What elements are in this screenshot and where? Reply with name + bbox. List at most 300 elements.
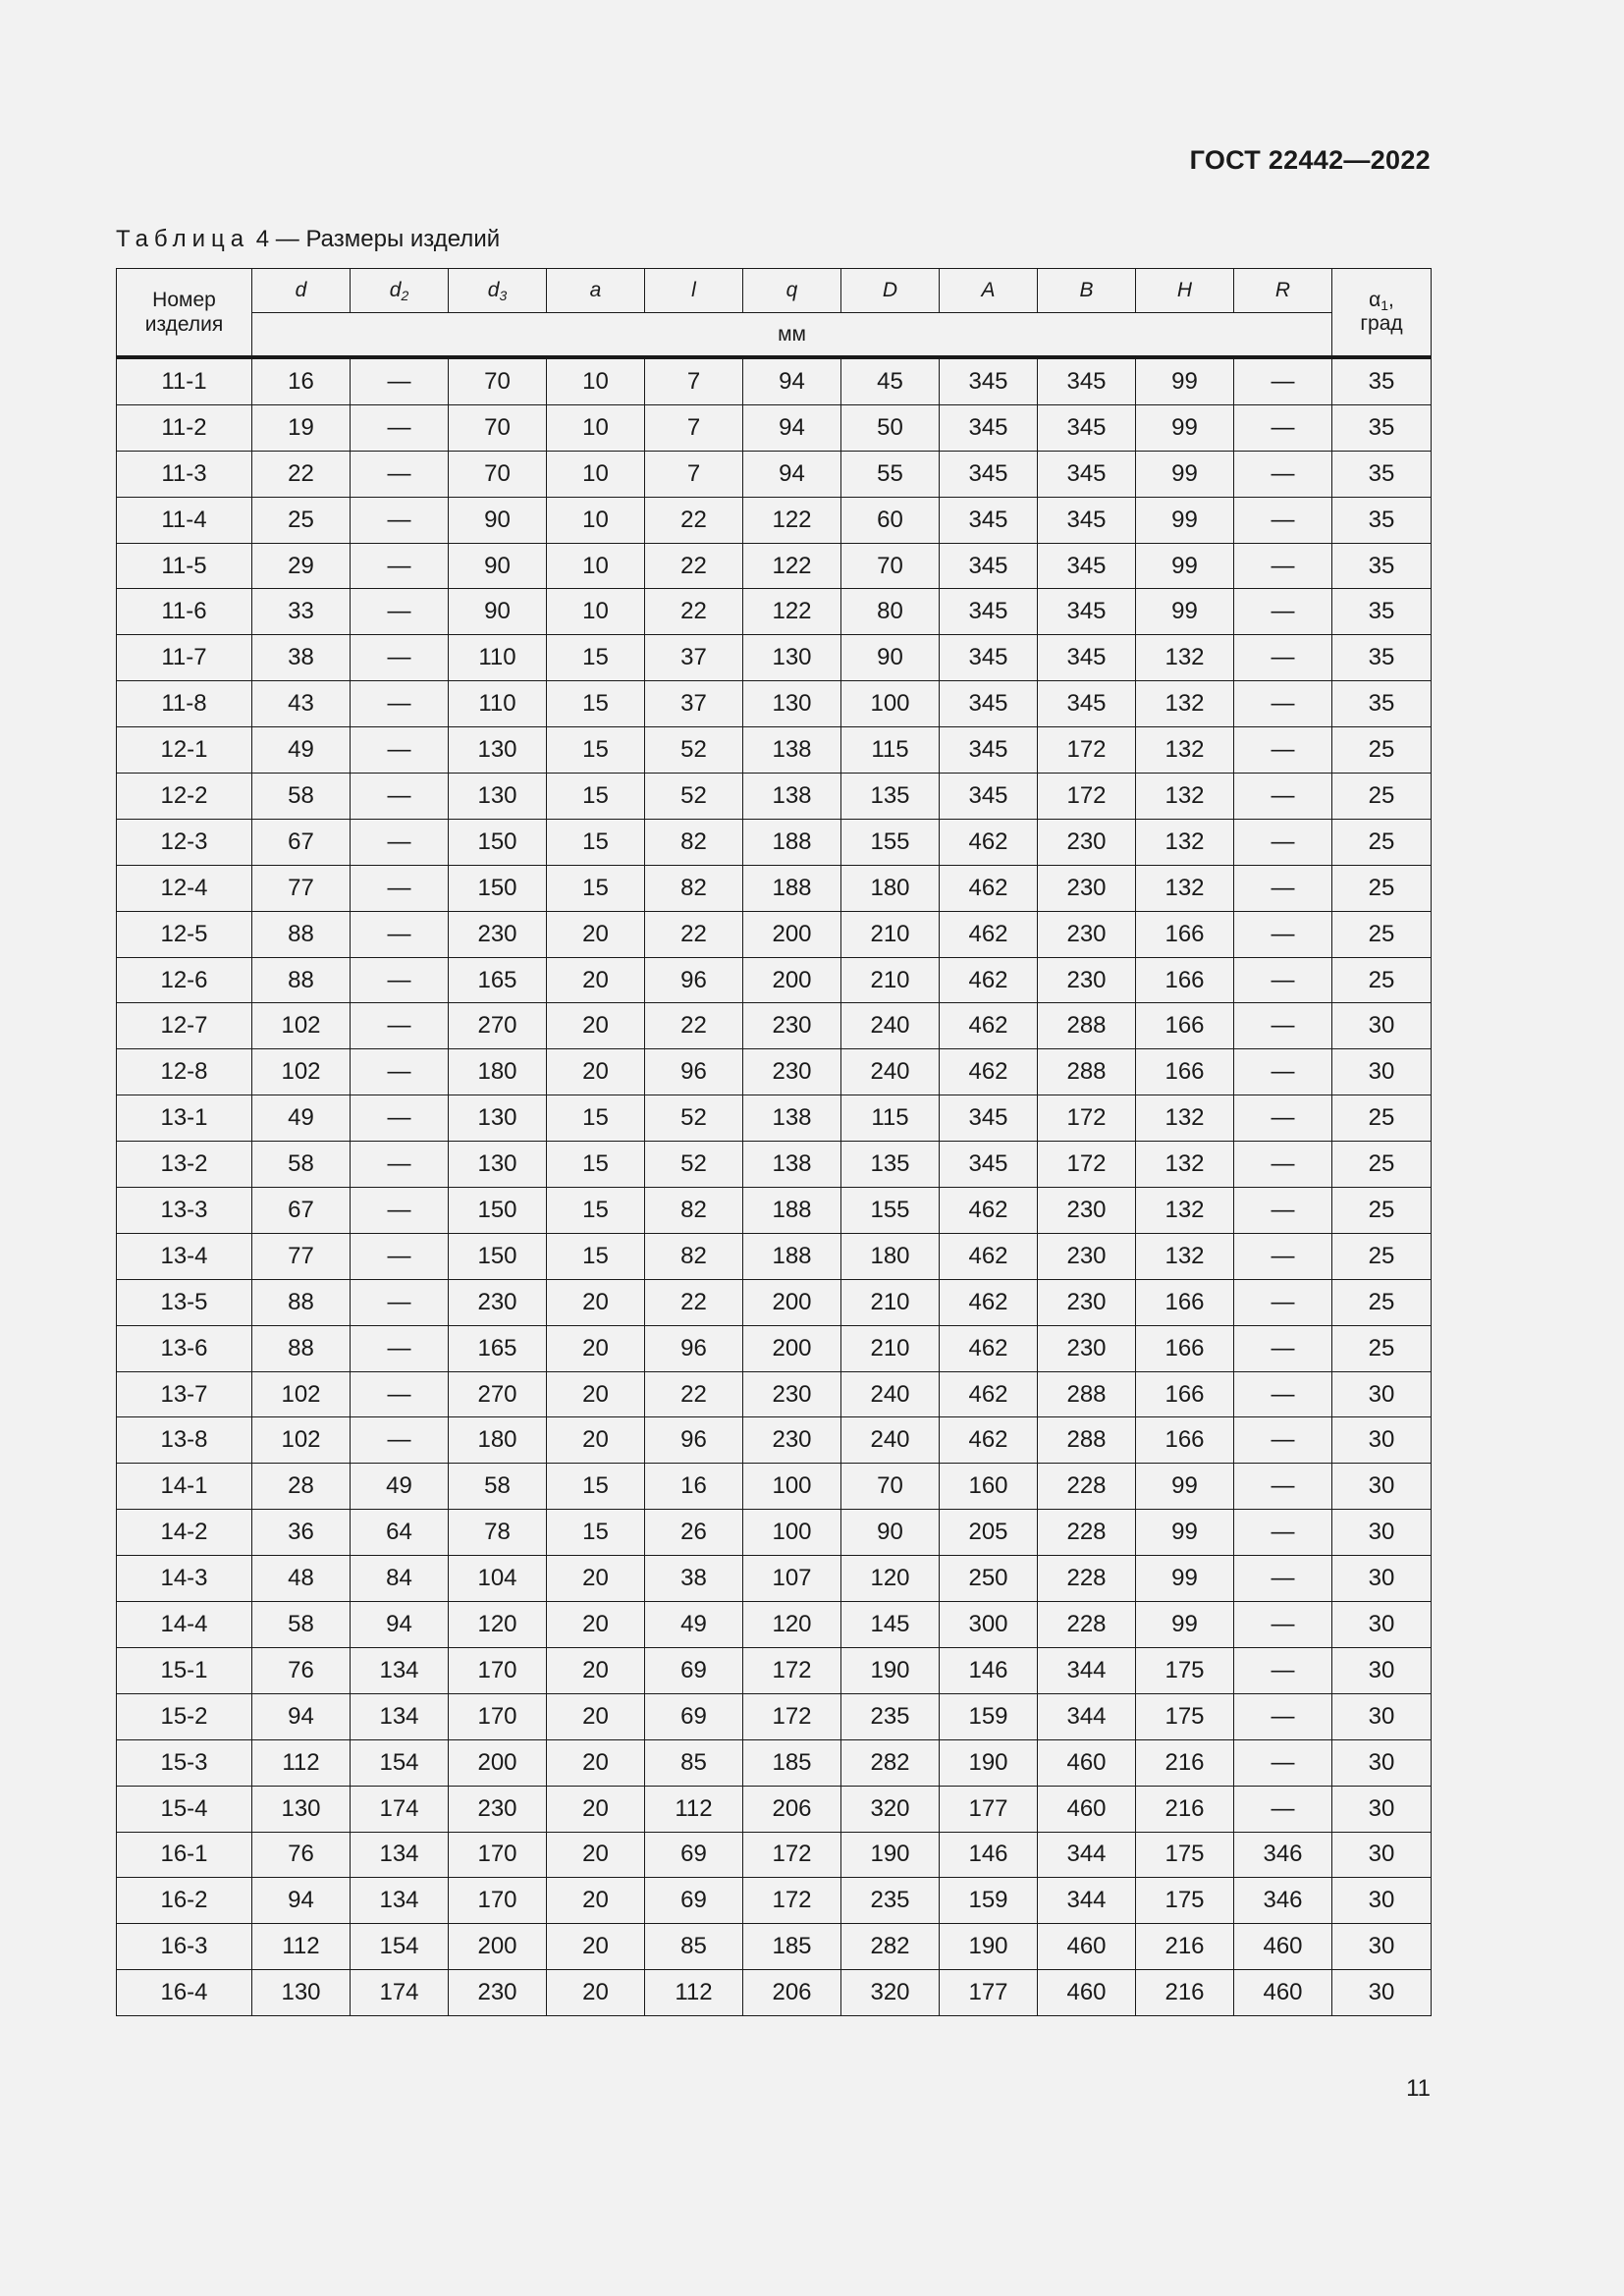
table-cell: 30 [1332, 1739, 1432, 1786]
table-cell: 320 [841, 1970, 940, 2016]
table-cell: 88 [252, 1325, 351, 1371]
dimensions-table [116, 268, 1432, 2016]
table-cell: 70 [841, 543, 940, 589]
table-cell: 99 [1136, 1602, 1234, 1648]
table-row [117, 543, 1432, 589]
table-row [117, 1417, 1432, 1464]
table-cell: 130 [449, 774, 547, 820]
table-cell: 210 [841, 1325, 940, 1371]
column-header-d2 [351, 269, 449, 313]
table-cell: 22 [645, 589, 743, 635]
table-row [117, 1556, 1432, 1602]
table-cell: 216 [1136, 1786, 1234, 1832]
table-cell: 20 [547, 1417, 645, 1464]
table-cell: 282 [841, 1924, 940, 1970]
table-cell: 67 [252, 819, 351, 865]
table-cell: 122 [743, 589, 841, 635]
table-cell: 30 [1332, 1878, 1432, 1924]
table-row [117, 1739, 1432, 1786]
table-cell: 172 [743, 1693, 841, 1739]
table-cell: 90 [841, 635, 940, 681]
table-cell: 30 [1332, 1924, 1432, 1970]
table-cell: 174 [351, 1970, 449, 2016]
table-cell: — [1234, 1049, 1332, 1095]
table-header [117, 269, 1432, 358]
table-cell: 175 [1136, 1647, 1234, 1693]
item-number-cell: 11-5 [117, 543, 252, 589]
table-caption-title: 4 — Размеры изделий [255, 226, 501, 252]
table-cell: 25 [1332, 865, 1432, 911]
table-cell: 462 [940, 1003, 1038, 1049]
table-cell: — [1234, 681, 1332, 727]
table-cell: 462 [940, 865, 1038, 911]
table-cell: 460 [1038, 1786, 1136, 1832]
table-cell: 288 [1038, 1003, 1136, 1049]
table-row [117, 357, 1432, 404]
table-cell: 88 [252, 1279, 351, 1325]
table-cell: 180 [841, 1233, 940, 1279]
table-cell: 35 [1332, 497, 1432, 543]
table-cell: 145 [841, 1602, 940, 1648]
table-cell: 345 [1038, 404, 1136, 451]
table-cell: 155 [841, 1188, 940, 1234]
table-cell: 15 [547, 681, 645, 727]
table-row [117, 1693, 1432, 1739]
table-cell: 30 [1332, 1464, 1432, 1510]
table-cell: — [1234, 1325, 1332, 1371]
item-number-cell: 13-4 [117, 1233, 252, 1279]
table-cell: 88 [252, 957, 351, 1003]
table-cell: 52 [645, 774, 743, 820]
table-cell: 345 [940, 1095, 1038, 1142]
table-cell: 345 [940, 1142, 1038, 1188]
table-cell: 345 [1038, 497, 1136, 543]
table-cell: 172 [743, 1878, 841, 1924]
column-subscript: 3 [499, 288, 508, 303]
table-row [117, 727, 1432, 774]
table-cell: 29 [252, 543, 351, 589]
column-header-d3 [449, 269, 547, 313]
table-cell: 344 [1038, 1647, 1136, 1693]
table-row [117, 1786, 1432, 1832]
table-cell: — [351, 1279, 449, 1325]
table-cell: 150 [449, 819, 547, 865]
table-cell: — [1234, 774, 1332, 820]
table-cell: 76 [252, 1832, 351, 1878]
table-cell: 102 [252, 1003, 351, 1049]
column-symbol: H [1176, 279, 1193, 301]
table-cell: 36 [252, 1510, 351, 1556]
table-cell: 20 [547, 1279, 645, 1325]
table-cell: 206 [743, 1970, 841, 2016]
table-cell: 69 [645, 1878, 743, 1924]
table-cell: 200 [743, 1279, 841, 1325]
table-row [117, 774, 1432, 820]
table-cell: 172 [1038, 1142, 1136, 1188]
table-cell: 33 [252, 589, 351, 635]
table-cell: 180 [449, 1049, 547, 1095]
table-cell: 25 [1332, 774, 1432, 820]
table-cell: 60 [841, 497, 940, 543]
table-cell: 166 [1136, 1325, 1234, 1371]
table-cell: 90 [449, 497, 547, 543]
table-cell: 288 [1038, 1049, 1136, 1095]
table-cell: 30 [1332, 1417, 1432, 1464]
table-cell: 345 [1038, 681, 1136, 727]
item-number-cell: 16-2 [117, 1878, 252, 1924]
table-cell: 230 [1038, 1325, 1136, 1371]
column-symbol: B [1079, 279, 1094, 301]
table-cell: 45 [841, 357, 940, 404]
table-cell: — [351, 957, 449, 1003]
table-cell: 10 [547, 357, 645, 404]
table-cell: 344 [1038, 1832, 1136, 1878]
table-cell: 26 [645, 1510, 743, 1556]
table-cell: 88 [252, 911, 351, 957]
angle-subscript: 1 [1380, 297, 1389, 313]
item-number-cell: 13-6 [117, 1325, 252, 1371]
table-cell: 230 [449, 1786, 547, 1832]
table-row [117, 1878, 1432, 1924]
table-cell: 150 [449, 1188, 547, 1234]
table-cell: 270 [449, 1003, 547, 1049]
table-cell: 25 [1332, 1095, 1432, 1142]
table-cell: 132 [1136, 635, 1234, 681]
table-cell: 7 [645, 357, 743, 404]
table-cell: 228 [1038, 1556, 1136, 1602]
table-cell: 166 [1136, 1279, 1234, 1325]
table-cell: 345 [940, 681, 1038, 727]
table-cell: 10 [547, 404, 645, 451]
table-cell: — [1234, 1142, 1332, 1188]
table-cell: 20 [547, 1003, 645, 1049]
table-cell: 166 [1136, 1417, 1234, 1464]
table-cell: 25 [1332, 1279, 1432, 1325]
angle-suffix: , [1388, 289, 1394, 311]
table-cell: 250 [940, 1556, 1038, 1602]
table-cell: 200 [743, 911, 841, 957]
table-cell: 230 [449, 911, 547, 957]
table-cell: 120 [743, 1602, 841, 1648]
table-cell: 94 [351, 1602, 449, 1648]
table-cell: 166 [1136, 1049, 1234, 1095]
table-cell: 345 [1038, 357, 1136, 404]
table-cell: 22 [252, 451, 351, 497]
table-cell: 82 [645, 1188, 743, 1234]
table-cell: 30 [1332, 1970, 1432, 2016]
table-cell: 49 [645, 1602, 743, 1648]
table-cell: 15 [547, 865, 645, 911]
table-cell: 16 [252, 357, 351, 404]
table-cell: — [1234, 451, 1332, 497]
angle-unit: град [1360, 312, 1403, 335]
table-cell: 230 [743, 1371, 841, 1417]
table-cell: 166 [1136, 957, 1234, 1003]
table-cell: 16 [645, 1464, 743, 1510]
table-cell: 35 [1332, 635, 1432, 681]
table-cell: 134 [351, 1647, 449, 1693]
table-cell: 130 [449, 727, 547, 774]
table-cell: 96 [645, 1325, 743, 1371]
table-cell: 25 [1332, 1233, 1432, 1279]
table-cell: — [351, 1325, 449, 1371]
table-cell: 78 [449, 1510, 547, 1556]
table-cell: — [351, 1095, 449, 1142]
table-cell: 22 [645, 1279, 743, 1325]
table-cell: 132 [1136, 1142, 1234, 1188]
item-number-cell: 15-3 [117, 1739, 252, 1786]
table-cell: 230 [1038, 1279, 1136, 1325]
table-cell: 20 [547, 1786, 645, 1832]
item-number-cell: 11-6 [117, 589, 252, 635]
table-row [117, 1647, 1432, 1693]
table-row [117, 589, 1432, 635]
table-cell: 55 [841, 451, 940, 497]
table-cell: 130 [252, 1786, 351, 1832]
table-cell: 288 [1038, 1417, 1136, 1464]
table-cell: — [351, 1371, 449, 1417]
page-number: 11 [1406, 2075, 1431, 2102]
table-cell: 35 [1332, 451, 1432, 497]
table-cell: — [1234, 1003, 1332, 1049]
header-row-symbols [117, 269, 1432, 313]
table-cell: — [1234, 589, 1332, 635]
table-cell: 20 [547, 1602, 645, 1648]
table-cell: 345 [940, 635, 1038, 681]
table-cell: 190 [841, 1647, 940, 1693]
table-cell: 174 [351, 1786, 449, 1832]
table-cell: 240 [841, 1417, 940, 1464]
table-cell: 230 [1038, 957, 1136, 1003]
table-cell: — [351, 681, 449, 727]
table-cell: 132 [1136, 819, 1234, 865]
table-cell: 180 [449, 1417, 547, 1464]
table-cell: 172 [1038, 1095, 1136, 1142]
table-cell: — [1234, 1371, 1332, 1417]
table-cell: 96 [645, 1049, 743, 1095]
table-cell: 172 [1038, 774, 1136, 820]
table-cell: 30 [1332, 1049, 1432, 1095]
table-row [117, 1510, 1432, 1556]
table-cell: 94 [252, 1878, 351, 1924]
table-cell: — [351, 497, 449, 543]
table-cell: 130 [252, 1970, 351, 2016]
table-cell: 85 [645, 1924, 743, 1970]
table-cell: 288 [1038, 1371, 1136, 1417]
table-cell: 462 [940, 1371, 1038, 1417]
column-subscript: 2 [401, 288, 409, 303]
table-cell: 460 [1234, 1924, 1332, 1970]
table-caption-word: Таблица [116, 226, 250, 252]
table-cell: 49 [252, 727, 351, 774]
table-cell: — [1234, 1417, 1332, 1464]
table-cell: 20 [547, 1325, 645, 1371]
table-cell: 300 [940, 1602, 1038, 1648]
table-cell: 70 [841, 1464, 940, 1510]
column-symbol: d [389, 279, 402, 301]
table-cell: 35 [1332, 357, 1432, 404]
table-cell: 37 [645, 681, 743, 727]
table-cell: 22 [645, 1003, 743, 1049]
table-cell: 96 [645, 1417, 743, 1464]
table-cell: 35 [1332, 404, 1432, 451]
table-cell: 172 [743, 1832, 841, 1878]
table-cell: — [1234, 957, 1332, 1003]
item-number-cell: 13-3 [117, 1188, 252, 1234]
table-cell: 345 [940, 589, 1038, 635]
table-cell: 228 [1038, 1510, 1136, 1556]
item-number-cell: 12-7 [117, 1003, 252, 1049]
table-row [117, 865, 1432, 911]
table-cell: 25 [1332, 819, 1432, 865]
table-cell: 7 [645, 404, 743, 451]
table-cell: — [1234, 1739, 1332, 1786]
table-cell: 230 [1038, 1188, 1136, 1234]
table-cell: 49 [351, 1464, 449, 1510]
table-cell: 230 [449, 1279, 547, 1325]
table-cell: — [1234, 1693, 1332, 1739]
item-number-cell: 16-4 [117, 1970, 252, 2016]
table-cell: 228 [1038, 1602, 1136, 1648]
table-cell: 20 [547, 911, 645, 957]
table-cell: 112 [645, 1786, 743, 1832]
table-cell: 25 [1332, 957, 1432, 1003]
table-cell: 15 [547, 819, 645, 865]
table-cell: — [351, 635, 449, 681]
table-cell: 230 [449, 1970, 547, 2016]
item-number-cell: 12-2 [117, 774, 252, 820]
table-cell: 43 [252, 681, 351, 727]
table-cell: — [351, 774, 449, 820]
table-cell: 240 [841, 1371, 940, 1417]
table-cell: 67 [252, 1188, 351, 1234]
table-cell: 138 [743, 1142, 841, 1188]
table-cell: 20 [547, 1049, 645, 1095]
document-code: ГОСТ 22442—2022 [1189, 145, 1431, 175]
table-cell: 35 [1332, 543, 1432, 589]
table-row [117, 1325, 1432, 1371]
table-cell: 77 [252, 865, 351, 911]
table-cell: 20 [547, 1832, 645, 1878]
table-cell: 100 [743, 1464, 841, 1510]
item-number-cell: 12-4 [117, 865, 252, 911]
table-cell: 228 [1038, 1464, 1136, 1510]
table-cell: 15 [547, 635, 645, 681]
column-header-d-upper [841, 269, 940, 313]
table-cell: 35 [1332, 681, 1432, 727]
table-cell: 210 [841, 1279, 940, 1325]
table-cell: 216 [1136, 1970, 1234, 2016]
table-cell: 20 [547, 1556, 645, 1602]
table-cell: 166 [1136, 911, 1234, 957]
column-header-r-upper [1234, 269, 1332, 313]
table-cell: — [351, 543, 449, 589]
table-cell: 345 [1038, 589, 1136, 635]
column-symbol: A [981, 279, 996, 301]
column-symbol: R [1274, 279, 1291, 301]
table-cell: — [1234, 1556, 1332, 1602]
table-cell: 188 [743, 865, 841, 911]
table-cell: 70 [449, 357, 547, 404]
table-cell: 188 [743, 1233, 841, 1279]
table-cell: 52 [645, 1095, 743, 1142]
table-cell: 10 [547, 589, 645, 635]
table-cell: 52 [645, 1142, 743, 1188]
table-cell: 120 [841, 1556, 940, 1602]
table-cell: 200 [449, 1924, 547, 1970]
table-cell: 49 [252, 1095, 351, 1142]
column-symbol: l [691, 279, 696, 301]
table-cell: 20 [547, 1647, 645, 1693]
table-cell: 69 [645, 1647, 743, 1693]
table-cell: 230 [743, 1417, 841, 1464]
table-cell: 22 [645, 497, 743, 543]
table-cell: 25 [1332, 911, 1432, 957]
table-cell: 15 [547, 1510, 645, 1556]
table-cell: 170 [449, 1832, 547, 1878]
item-number-cell: 12-1 [117, 727, 252, 774]
column-header-q [743, 269, 841, 313]
table-cell: — [1234, 1786, 1332, 1832]
table-cell: — [1234, 1279, 1332, 1325]
table-cell: 320 [841, 1786, 940, 1832]
table-cell: — [351, 589, 449, 635]
table-cell: 90 [449, 543, 547, 589]
table-cell: 132 [1136, 774, 1234, 820]
table-cell: — [351, 1188, 449, 1234]
table-cell: 345 [940, 357, 1038, 404]
table-cell: 240 [841, 1049, 940, 1095]
table-cell: — [351, 911, 449, 957]
item-number-cell: 15-1 [117, 1647, 252, 1693]
item-number-cell: 12-6 [117, 957, 252, 1003]
table-cell: 102 [252, 1417, 351, 1464]
table-cell: 107 [743, 1556, 841, 1602]
table-cell: 206 [743, 1786, 841, 1832]
table-cell: 175 [1136, 1693, 1234, 1739]
table-cell: 235 [841, 1878, 940, 1924]
table-caption [116, 226, 500, 253]
item-number-cell: 11-1 [117, 357, 252, 404]
table-cell: 460 [1234, 1970, 1332, 2016]
table-cell: 132 [1136, 865, 1234, 911]
table-cell: 230 [1038, 865, 1136, 911]
table-cell: 216 [1136, 1739, 1234, 1786]
table-cell: 172 [743, 1647, 841, 1693]
table-cell: 15 [547, 1142, 645, 1188]
table-cell: 94 [252, 1693, 351, 1739]
table-cell: — [351, 819, 449, 865]
table-cell: 166 [1136, 1371, 1234, 1417]
table-cell: 177 [940, 1970, 1038, 2016]
table-cell: — [351, 1142, 449, 1188]
column-symbol: D [882, 279, 898, 301]
table-cell: 230 [1038, 911, 1136, 957]
table-cell: 85 [645, 1739, 743, 1786]
header-row-units [117, 313, 1432, 358]
table-cell: — [1234, 497, 1332, 543]
table-cell: 52 [645, 727, 743, 774]
table-cell: 99 [1136, 451, 1234, 497]
table-cell: 345 [1038, 451, 1136, 497]
table-cell: 28 [252, 1464, 351, 1510]
table-cell: 177 [940, 1786, 1038, 1832]
table-cell: 30 [1332, 1693, 1432, 1739]
table-cell: 20 [547, 1739, 645, 1786]
table-row [117, 1924, 1432, 1970]
table-row [117, 404, 1432, 451]
table-cell: 20 [547, 957, 645, 1003]
